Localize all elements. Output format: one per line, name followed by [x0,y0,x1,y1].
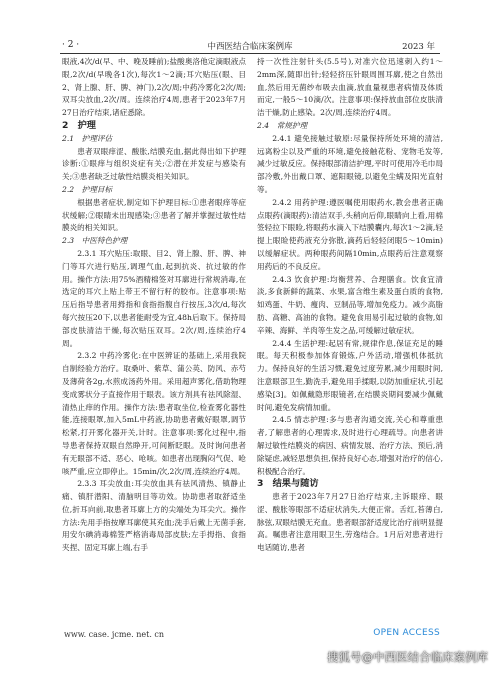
page-header [0,0,500,52]
herbal-mist-paragraph: 2.3.2 中药冷雾化:在中医辨证的基础上,采用我院自制经验方治疗。取桑叶、紫草、蒲公英、防风、赤芍及薄荷各2g,水煎成汤药外用。采用超声雾化,借助物理变成雾状分子直接作用于眼表。该方剂具有祛风除湿、清热止痒的作用。操作方法:患者取坐位,检查雾化器性能,连接眼罩,加入5mL中药液,协助患者戴好眼罩,调节松紧,打开雾化器开关,计时。注意事项:雾化过程中,指导患者保持双眼自然睁开,可间断眨眼。及时询问患者有无眼部不适、恶心、呛咳。如患者出现胸闷气促、呛咳严重,应立即停止。15min/次,2次/周,连续治疗4周。 [62,351,246,476]
allergen-avoidance-paragraph: 2.4.1 避免接触过敏原:尽量保持所处环境的清洁,远离粉尘以及严重的环境,避免接触花粉、宠物毛发等,减少过敏反应。保持眼部清洁护理,平时可使用冷毛巾局部冷敷,外出戴口罩、遮阳眼镜,以避免尘螨及阳光直射等。 [257,133,443,194]
results-paragraph: 患者于2023年7月27日治疗结束,主诉眼痒、眼涩、酸胀等眼部不适症状消失,大便正常。舌红,苔薄白,脉弦,双眼结膜无充血。患者眼部舒适度比治疗前明显提高。嘱患者注意用眼卫生,劳逸结合。1月后对患者进行电话随访,患者 [257,492,443,553]
bloodletting-continued-paragraph: 持一次性注射针头(5.5号),对准穴位迅速刺入约1～2mm深,随即出针;轻轻挤压针眼周围耳廓,使之自然出血,然后用无菌纱布吸去血滴,放血量视患者病情及体质而定,一般5～10滴/次。注意事项:保持放血部位皮肤清洁干燥,防止感染。2次/周,连续治疗4周。 [257,57,443,118]
medication-care-paragraph: 2.4.2 用药护理:遵医嘱使用眼药水,教会患者正确点眼药(滴眼药):清洁双手,头稍向后仰,眼睛向上看,用棉签轻拉下眼睑,将眼药水滴入下结膜囊内,每次1～2滴,轻提上眼睑使药液充分弥散,滴药后轻轻闭眼5～10min)以缓解症状。两种眼药间隔10min,点眼药后注意观察用药后的不良反应。 [257,197,443,271]
right-column [257,56,443,555]
ear-acupoint-paragraph: 2.3.1 耳穴贴压:取眼、目2、肾上腺、肝、脾、神门等耳穴进行贴压,调理气血,起到抗炎、抗过敏的作用。操作方法:用75%酒精棉签对耳廓进行常规消毒,在选定的耳穴上贴上带王不留行籽的胶布。注意事项:贴压后指导患者用拇指和食指指腹自行按压,3次/d,每次每穴按压20下,以患者能耐受为宜,48h后取下。保持局部皮肤清洁干燥,每次贴压双耳。2次/周,连续治疗4周。 [62,248,246,348]
subheading-goals: 2.2 护理目标 [62,184,113,194]
ear-bloodletting-paragraph: 2.3.3 耳尖放血:耳尖放血具有祛风清热、镇静止痛、镇肝潜阳、清脑明目等功效。协助患者取舒适坐位,折耳向前,取患者耳廓上方的尖端处为耳尖穴。操作方法:先用手指按摩耳廓使其充血;洗手后戴上无菌手套,用安尔碘消毒棉签严格消毒局部皮肤;左手拇指、食指夹捏、固定耳廓上端,右手 [62,479,246,553]
publication-year: 2023 年 [402,42,435,52]
journal-title: 中西医结合临床案例库 [207,42,293,52]
page-number: · 2 · [62,40,80,50]
sohu-watermark: 搜狐号@中西医结合临床案例库 [327,650,488,664]
subheading-assessment: 2.1 护理评估 [62,133,113,143]
header-divider [60,53,440,54]
page-footer [0,612,500,642]
subheading-routine-care: 2.4 常规护理 [257,120,308,130]
assessment-paragraph: 患者双眼痒涩、酸胀,结膜充血,据此得出如下护理诊断:①眼痒与组织炎症有关;②潜在并发症与感染有关;③患者缺乏过敏性结膜炎相关知识。 [62,146,246,182]
diet-care-paragraph: 2.4.3 饮食护理:均衡营养、合理膳食。饮食宜清淡,多食新鲜的蔬菜、水果,富含维生素及蛋白质的食物,如鸡蛋、牛奶、瘦肉、豆制品等,增加免疫力。减少高脂肪、高糖、高油的食物。避免食用易引起过敏的食物,如辛辣、海鲜、羊肉等生发之品,可缓解过敏症状。 [257,274,443,335]
left-column [62,56,246,555]
open-access-badge: OPEN ACCESS [373,628,440,638]
section-heading-nursing: 2 护理 [62,119,96,131]
goals-paragraph: 根据患者症状,制定如下护理目标:①患者眼痒等症状缓解;②眼睛未出现感染;③患者了解并掌握过敏性结膜炎的相关知识。 [62,197,246,233]
emotional-care-paragraph: 2.4.5 情志护理:多与患者沟通交流,关心和尊重患者,了解患者的心理需求,及时进行心理疏导。向患者讲解过敏性结膜炎的病因、病情发展、治疗方法、预后,消除疑虑,减轻思想负担,保持良好心态,增强对治疗的信心,积极配合治疗。 [257,415,443,476]
subheading-tcm-nursing: 2.3 中医特色护理 [62,236,128,246]
journal-url-link[interactable]: www. case. jcme. net. cn [64,630,165,639]
section-heading-results: 3 结果与随访 [257,478,319,490]
treatment-summary-paragraph: 眼液,4次/d(早、中、晚及睡前);盐酸奥洛他定滴眼液点眼,2次/d(早晚各1次),每次1～2滴;耳穴贴压(眼、目2、肾上腺、肝、脾、神门),2次/周;中药冷雾化2次/周;双耳尖放血,2次/周。连续治疗4周,患者于2023年7月27日治疗结束,诸症悉除。 [62,57,246,118]
lifestyle-care-paragraph: 2.4.4 生活护理:起居有常,规律作息,保证充足的睡眠。每天积极参加体育锻炼,户外活动,增强机体抵抗力。保持良好的生活习惯,避免过度劳累,减少用眼时间,注意眼部卫生,勤洗手,避免用手揉眼,以防加重症状,引起感染[3]。如佩戴隐形眼镜者,在结膜炎期间要减少佩戴时间,避免发病情加重。 [257,338,443,412]
